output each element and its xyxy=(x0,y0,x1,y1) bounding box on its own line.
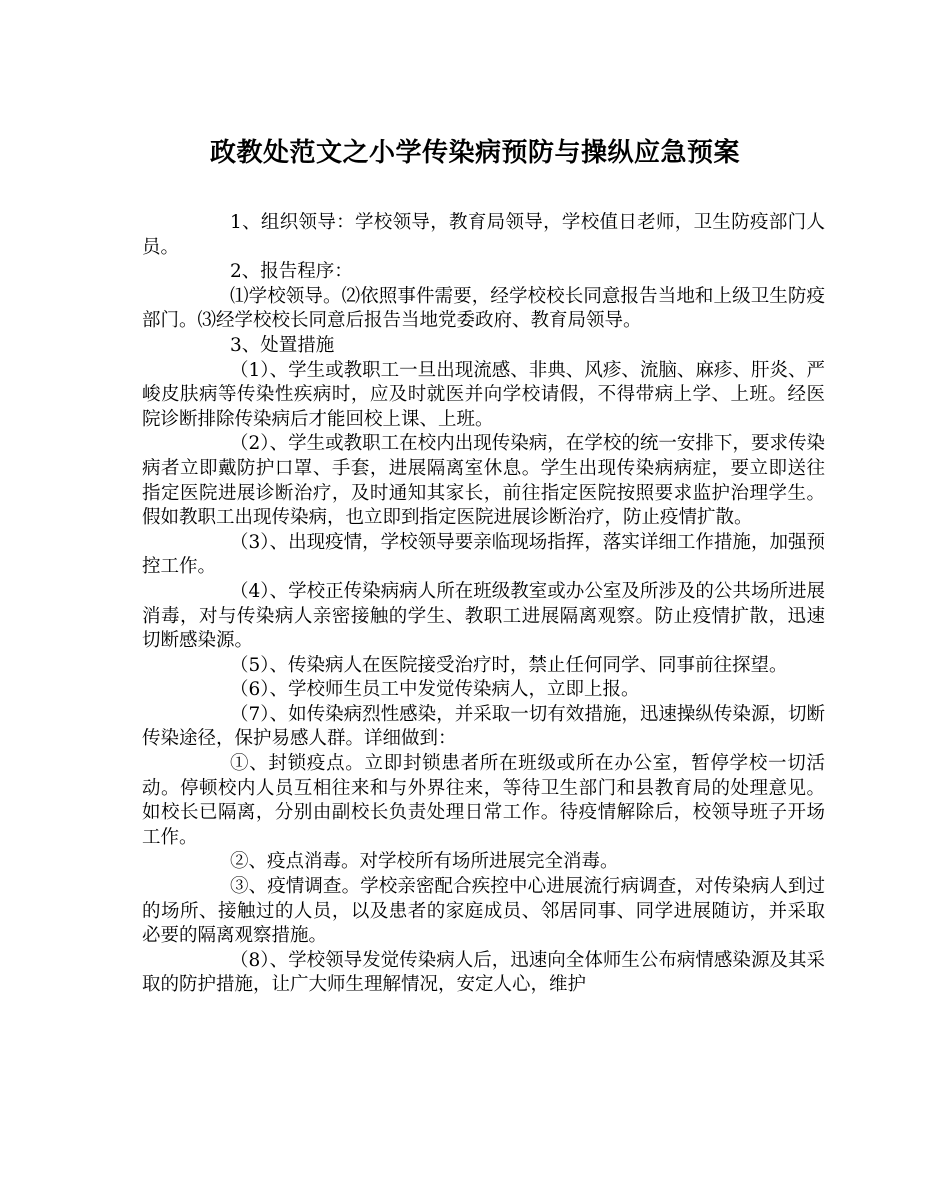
paragraph-measure-1: （1）、学生或教职工一旦出现流感、非典、风疹、流脑、麻疹、肝炎、严峻皮肤病等传染性疾病时，应及时就医并向学校请假，不得带病上学、上班。经医院诊断排除传染病后才能回校上课、上班。 xyxy=(142,359,825,430)
paragraph-step-lockdown: ①、封锁疫点。立即封锁患者所在班级或所在办公室，暂停学校一切活动。停顿校内人员互相往来和与外界往来，等待卫生部门和县教育局的处理意见。如校长已隔离，分别由副校长负责处理日常工作。待疫情解除后，校领导班子开场工作。 xyxy=(142,753,825,848)
document-title: 政教处范文之小学传染病预防与操纵应急预案 xyxy=(209,138,740,168)
paragraph-measures-heading: 3、处置措施 xyxy=(230,334,335,356)
paragraph-organization: 1、组织领导：学校领导，教育局领导，学校值日老师，卫生防疫部门人员。 xyxy=(142,212,825,258)
paragraph-report-procedure: ⑴学校领导。⑵依照事件需要，经学校校长同意报告当地和上级卫生防疫部门。⑶经学校校长同意后报告当地党委政府、教育局领导。 xyxy=(142,285,825,332)
paragraph-measure-4: （4）、学校正传染病病人所在班级教室或办公室及所涉及的公共场所进展消毒，对与传染病人亲密接触的学生、教职工进展隔离观察。防止疫情扩散，迅速切断感染源。 xyxy=(142,580,825,652)
paragraph-measure-3: （3）、出现疫情，学校领导要亲临现场指挥，落实详细工作措施，加强预控工作。 xyxy=(142,531,825,578)
paragraph-measure-2: （2）、学生或教职工在校内出现传染病，在学校的统一安排下，要求传染病者立即戴防护口罩、手套，进展隔离室休息。学生出现传染病病症，要立即送往指定医院进展诊断治疗，及时通知其家长，前往指定医院按照要求监护治理学生。假如教职工出现传染病，也立即到指定医院进展诊断治疗，防止疫情扩散。 xyxy=(142,433,825,529)
paragraph-step-disinfection: ②、疫点消毒。对学校所有场所进展完全消毒。 xyxy=(230,851,619,873)
paragraph-measure-5: （5）、传染病人在医院接受治疗时，禁止任何同学、同事前往探望。 xyxy=(230,654,788,676)
paragraph-measure-6: （6）、学校师生员工中发觉传染病人，立即上报。 xyxy=(230,679,640,701)
paragraph-measure-7: （7）、如传染病烈性感染，并采取一切有效措施，迅速操纵传染源，切断传染途径，保护易感人群。详细做到： xyxy=(142,703,825,750)
paragraph-step-investigation: ③、疫情调查。学校亲密配合疾控中心进展流行病调查，对传染病人到过的场所、接触过的人员，以及患者的家庭成员、邻居同事、同学进展随访，并采取必要的隔离观察措施。 xyxy=(142,876,825,947)
paragraph-measure-8: （8）、学校领导发觉传染病人后，迅速向全体师生公布病情感染源及其采取的防护措施，让广大师生理解情况，安定人心，维护 xyxy=(142,949,825,996)
paragraph-report-heading: 2、报告程序： xyxy=(230,261,353,283)
document-body xyxy=(142,211,825,998)
